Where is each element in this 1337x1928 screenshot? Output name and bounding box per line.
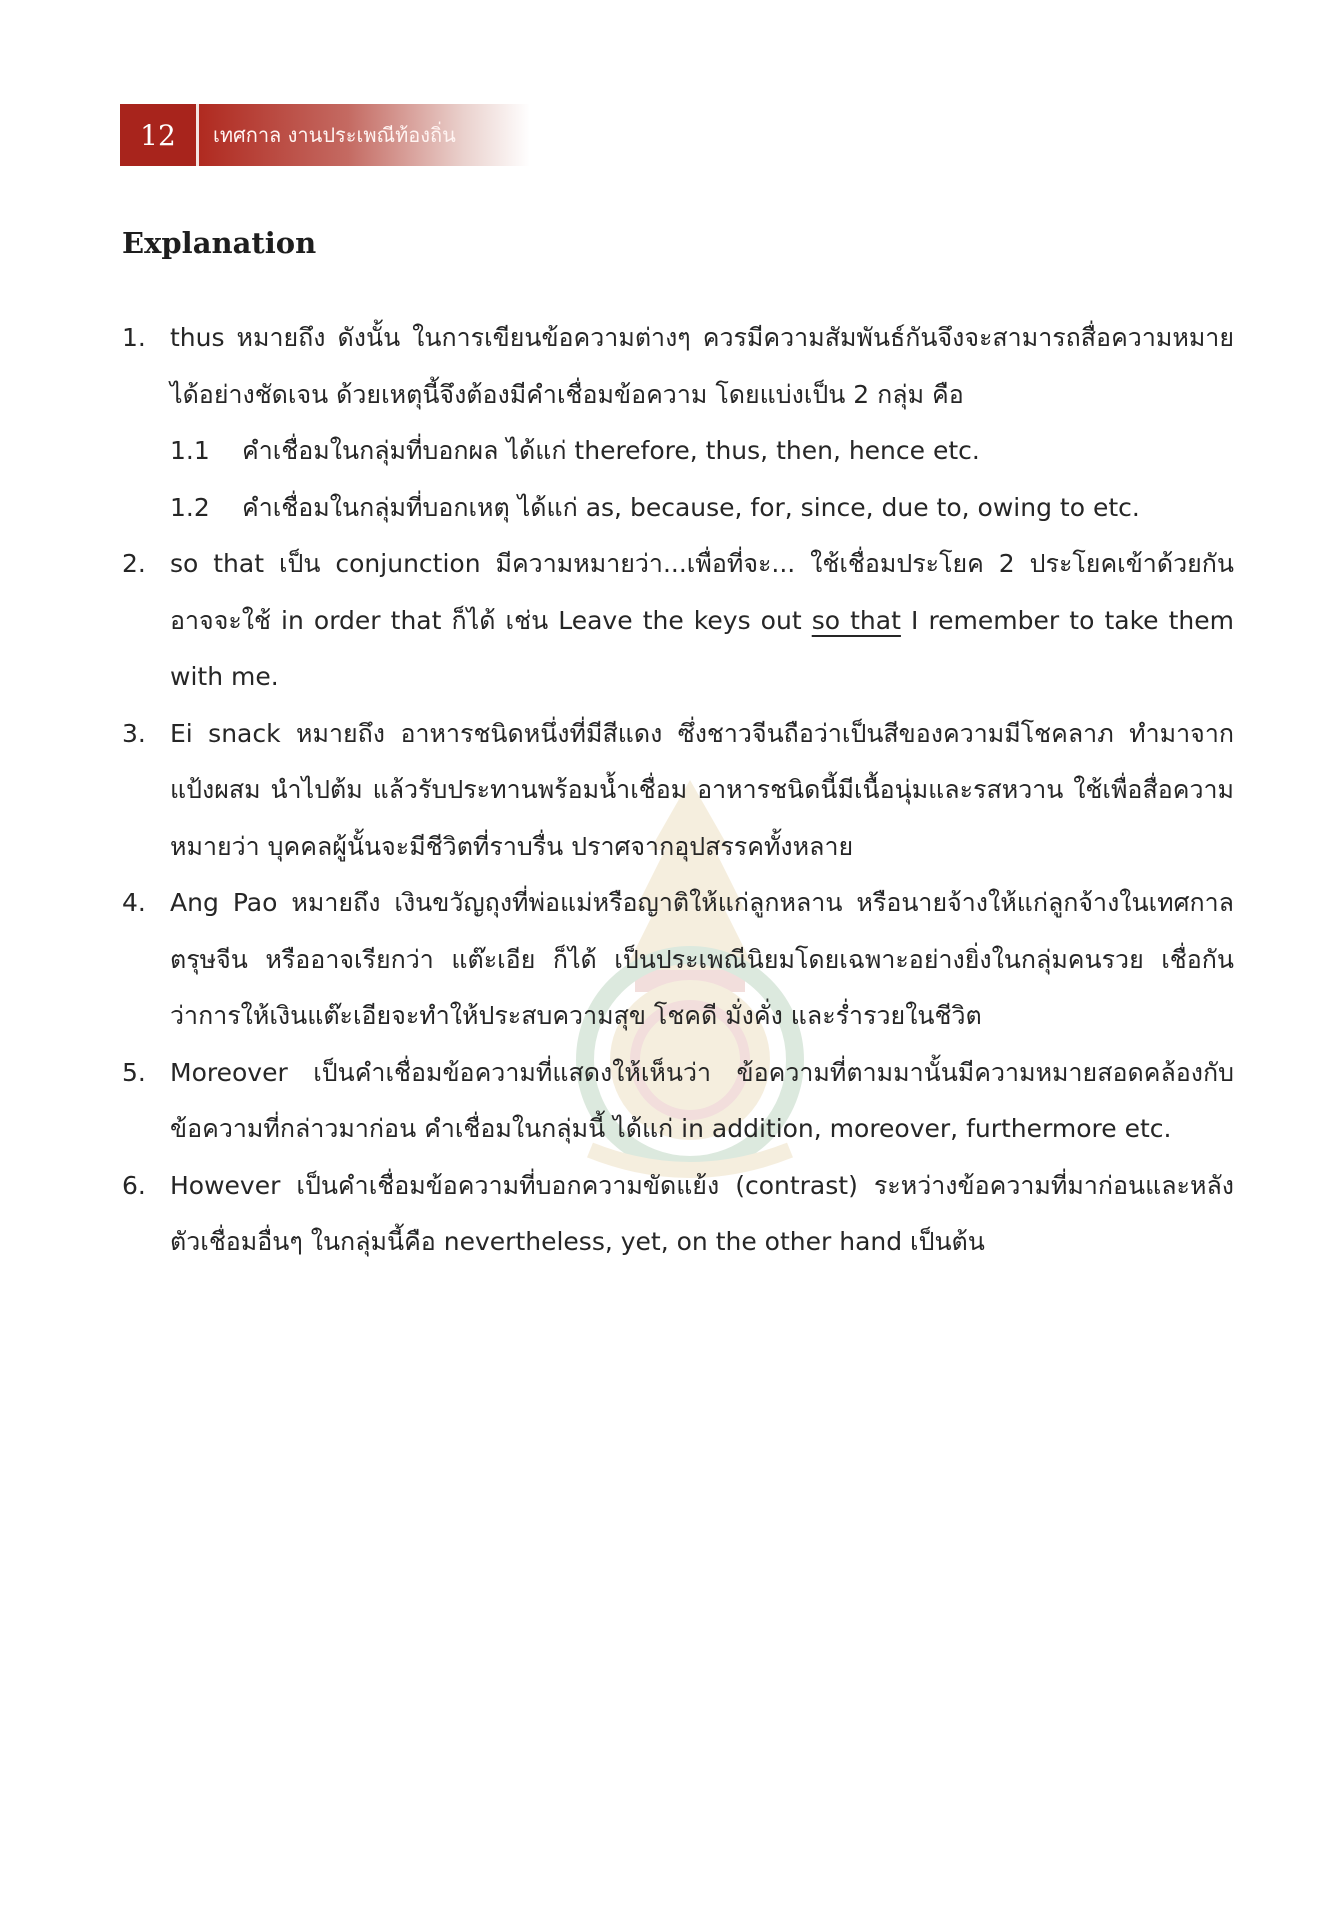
item-text: Ei snack หมายถึง อาหารชนิดหนึ่งที่มีสีแดง ซึ่งชาวจีนถือว่าเป็นสีของความมีโชคลาภ ทำมาจากแป้งผสม นำไปต้ม แล้วรับประทานพร้อมน้ำเชื่อม อาหารชนิดนี้มีเนื้อนุ่มและรสหวาน ใช้เพื่อสื่อความหมายว่า บุคคลผู้นั้นจะมีชีวิตที่ราบรื่น ปราศจากอุปสรรคทั้งหลาย: [170, 718, 1234, 861]
item-text: so that เป็น conjunction มีความหมายว่า...เพื่อที่จะ... ใช้เชื่อมประโยค 2 ประโยคเข้าด้วยกัน อาจจะใช้ in order that ก็ได้ เช่น Leave the keys out: [170, 549, 1234, 635]
item-number: 5.: [122, 1057, 146, 1087]
item-number: 2.: [122, 549, 146, 578]
list-item: [122, 706, 1234, 876]
item-text: thus หมายถึง ดังนั้น ในการเขียนข้อความต่างๆ ควรมีความสัมพันธ์กันจึงจะสามารถสื่อความหมายได้อย่างชัดเจน ด้วยเหตุนี้จึงต้องมีคำเชื่อมข้อความ โดยแบ่งเป็น 2 กลุ่ม คือ: [170, 323, 1234, 409]
item-text: Ang Pao หมายถึง เงินขวัญถุงที่พ่อแม่หรือญาติให้แก่ลูกหลาน หรือนายจ้างให้แก่ลูกจ้างในเทศกาลตรุษจีน หรืออาจเรียกว่า แต๊ะเอีย ก็ได้ เป็นประเพณีนิยมโดยเฉพาะอย่างยิ่งในกลุ่มคนรวย เชื่อกันว่าการให้เงินแต๊ะเอียจะทำให้ประสบความสุข โชคดี มั่งคั่ง และร่ำรวยในชีวิต: [170, 888, 1234, 1030]
sub-list-item: [170, 480, 1234, 537]
sub-item-text: คำเชื่อมในกลุ่มที่บอกผล ได้แก่ therefore, thus, then, hence etc.: [242, 436, 980, 465]
list-item: [122, 875, 1234, 1045]
list-item: [122, 1045, 1234, 1158]
page-number: 12: [120, 104, 196, 166]
sub-item-number: 1.1: [170, 436, 210, 465]
item-text: However เป็นคำเชื่อมข้อความที่บอกความขัดแย้ง (contrast) ระหว่างข้อความที่มาก่อนและหลัง ตัวเชื่อมอื่นๆ ในกลุ่มนี้คือ nevertheless, yet, on the other hand เป็นต้น: [170, 1170, 1234, 1256]
item-text: Moreover เป็นคำเชื่อมข้อความที่แสดงให้เห็นว่า ข้อความที่ตามมานั้นมีความหมายสอดคล้องกับข้อความที่กล่าวมาก่อน คำเชื่อมในกลุ่มนี้ ได้แก่ in addition, moreover, furthermore etc.: [170, 1057, 1234, 1143]
item-number: 1.: [122, 323, 146, 352]
sub-list-item: [170, 423, 1234, 480]
running-title: เทศกาล งานประเพณีท้องถิ่น: [199, 104, 530, 166]
section-title: Explanation: [122, 226, 317, 260]
item-number: 3.: [122, 718, 146, 748]
item-text-continued: I remember to take them with me.: [170, 605, 1235, 691]
list-item: [122, 1158, 1234, 1271]
underlined-example-phrase: so that: [811, 605, 901, 635]
item-number: 4.: [122, 888, 146, 917]
sub-item-number: 1.2: [170, 492, 210, 522]
page-header: [120, 104, 530, 166]
list-item: [122, 310, 1234, 536]
sub-item-text: คำเชื่อมในกลุ่มที่บอกเหตุ ได้แก่ as, because, for, since, due to, owing to etc.: [242, 492, 1140, 522]
list-item: [122, 536, 1234, 706]
explanation-list: [122, 310, 1234, 1271]
item-number: 6.: [122, 1170, 146, 1200]
